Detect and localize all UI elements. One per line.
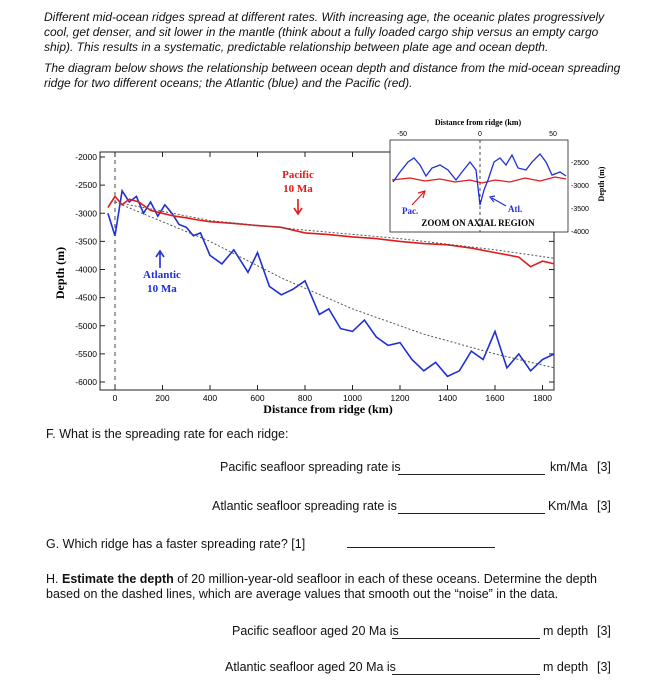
x-tick-label: 600 xyxy=(250,393,265,403)
atlantic-label: Atlantic xyxy=(143,269,181,281)
depth-chart xyxy=(0,110,655,420)
x-tick-label: 400 xyxy=(202,393,218,403)
intro-paragraph-2: The diagram below shows the relationship between ocean depth and distance from the mid-ocean spreading ridge for two different oceans; the Atlantic (blue) and the Pacific (red). xyxy=(44,61,621,90)
pacific-rate-label: Pacific seafloor spreading rate is xyxy=(220,460,401,474)
y-tick-label: -6000 xyxy=(75,377,97,387)
inset-xtick: -50 xyxy=(396,131,408,138)
x-tick-label: 0 xyxy=(112,393,118,403)
question-h xyxy=(46,572,621,602)
atlantic-rate-unit: Km/Ma xyxy=(548,499,588,513)
inset-xtick: 0 xyxy=(478,131,482,138)
x-tick-label: 1800 xyxy=(533,393,552,403)
pacific-20ma-unit: m depth xyxy=(543,624,589,638)
pacific-20ma-label: Pacific seafloor aged 20 Ma is xyxy=(232,624,399,638)
pacific-rate-points: [3] xyxy=(597,460,611,474)
question-h-text: of 20 million-year-old seafloor in each of these oceans. Determine the depth based on the dashed lines, which are average values that smooth out the “noise” in the data. xyxy=(46,572,597,601)
atlantic-rate-points: [3] xyxy=(597,499,611,513)
x-tick-label: 800 xyxy=(297,393,313,403)
pacific-label: Pacific xyxy=(282,169,314,181)
pacific-rate-answer-blank[interactable] xyxy=(398,474,545,475)
axial-zoom-inset xyxy=(390,118,606,236)
inset-ytick: -3000 xyxy=(571,183,589,190)
pacific-20ma-answer-blank[interactable] xyxy=(392,638,540,639)
x-axis-label: Distance from ridge (km) xyxy=(263,402,393,416)
y-tick-label: -3500 xyxy=(75,236,97,247)
y-tick-label: -5500 xyxy=(75,348,97,359)
y-tick-label: -4000 xyxy=(75,264,97,275)
intro-text xyxy=(44,10,624,97)
atlantic-20ma-label: Atlantic seafloor aged 20 Ma is xyxy=(225,660,396,674)
pacific-20ma-points: [3] xyxy=(597,624,611,638)
inset-y-label: Depth (m) xyxy=(597,166,606,202)
pacific-age-label: 10 Ma xyxy=(283,183,313,195)
inset-pac-label: Pac. xyxy=(402,206,419,216)
y-tick-label: -3000 xyxy=(75,208,97,219)
inset-ytick: -3500 xyxy=(571,206,589,213)
x-tick-label: 1600 xyxy=(485,393,505,403)
question-h-prefix: H. xyxy=(46,572,62,586)
atlantic-arrow xyxy=(156,251,164,268)
pacific-arrow xyxy=(294,199,302,214)
x-tick-label: 1000 xyxy=(343,393,362,403)
y-tick-label: -2500 xyxy=(75,180,97,191)
x-tick-label: 1200 xyxy=(390,393,410,403)
atlantic-20ma-points: [3] xyxy=(597,660,611,674)
atlantic-20ma-answer-blank[interactable] xyxy=(392,674,540,675)
inset-ytick: -4000 xyxy=(571,229,589,236)
y-axis-label: Depth (m) xyxy=(53,246,67,300)
atlantic-rate-label: Atlantic seafloor spreading rate is xyxy=(212,499,397,513)
question-g-answer-blank[interactable] xyxy=(347,547,495,548)
inset-xtick: 50 xyxy=(549,131,557,138)
y-tick-label: -4500 xyxy=(75,292,97,303)
atlantic-20ma-unit: m depth xyxy=(543,660,589,674)
x-tick-label: 1400 xyxy=(438,393,457,403)
atlantic-age-label: 10 Ma xyxy=(147,283,177,295)
question-f: F. What is the spreading rate for each ridge: xyxy=(46,427,289,441)
inset-atl-label: Atl. xyxy=(508,204,523,214)
intro-paragraph-1: Different mid-ocean ridges spread at different rates. With increasing age, the oceanic plates progressively cool, get denser, and sit lower in the mantle (think about a fully loaded cargo ship versus an empty cargo ship). This results in a systematic, predictable relationship between plate age and ocean depth. xyxy=(44,10,605,54)
inset-title: Distance from ridge (km) xyxy=(434,118,522,127)
question-h-bold: Estimate the depth xyxy=(61,572,174,586)
x-tick-label: 200 xyxy=(155,393,170,403)
y-tick-label: -2000 xyxy=(75,152,97,162)
question-g: G. Which ridge has a faster spreading rate? [1] xyxy=(46,537,306,551)
inset-ytick: -2500 xyxy=(571,160,589,167)
y-tick-label: -5000 xyxy=(75,320,97,331)
inset-zoom-label: ZOOM ON AXIAL REGION xyxy=(421,218,535,228)
pacific-rate-unit: km/Ma xyxy=(550,460,588,474)
atlantic-rate-answer-blank[interactable] xyxy=(398,513,545,514)
